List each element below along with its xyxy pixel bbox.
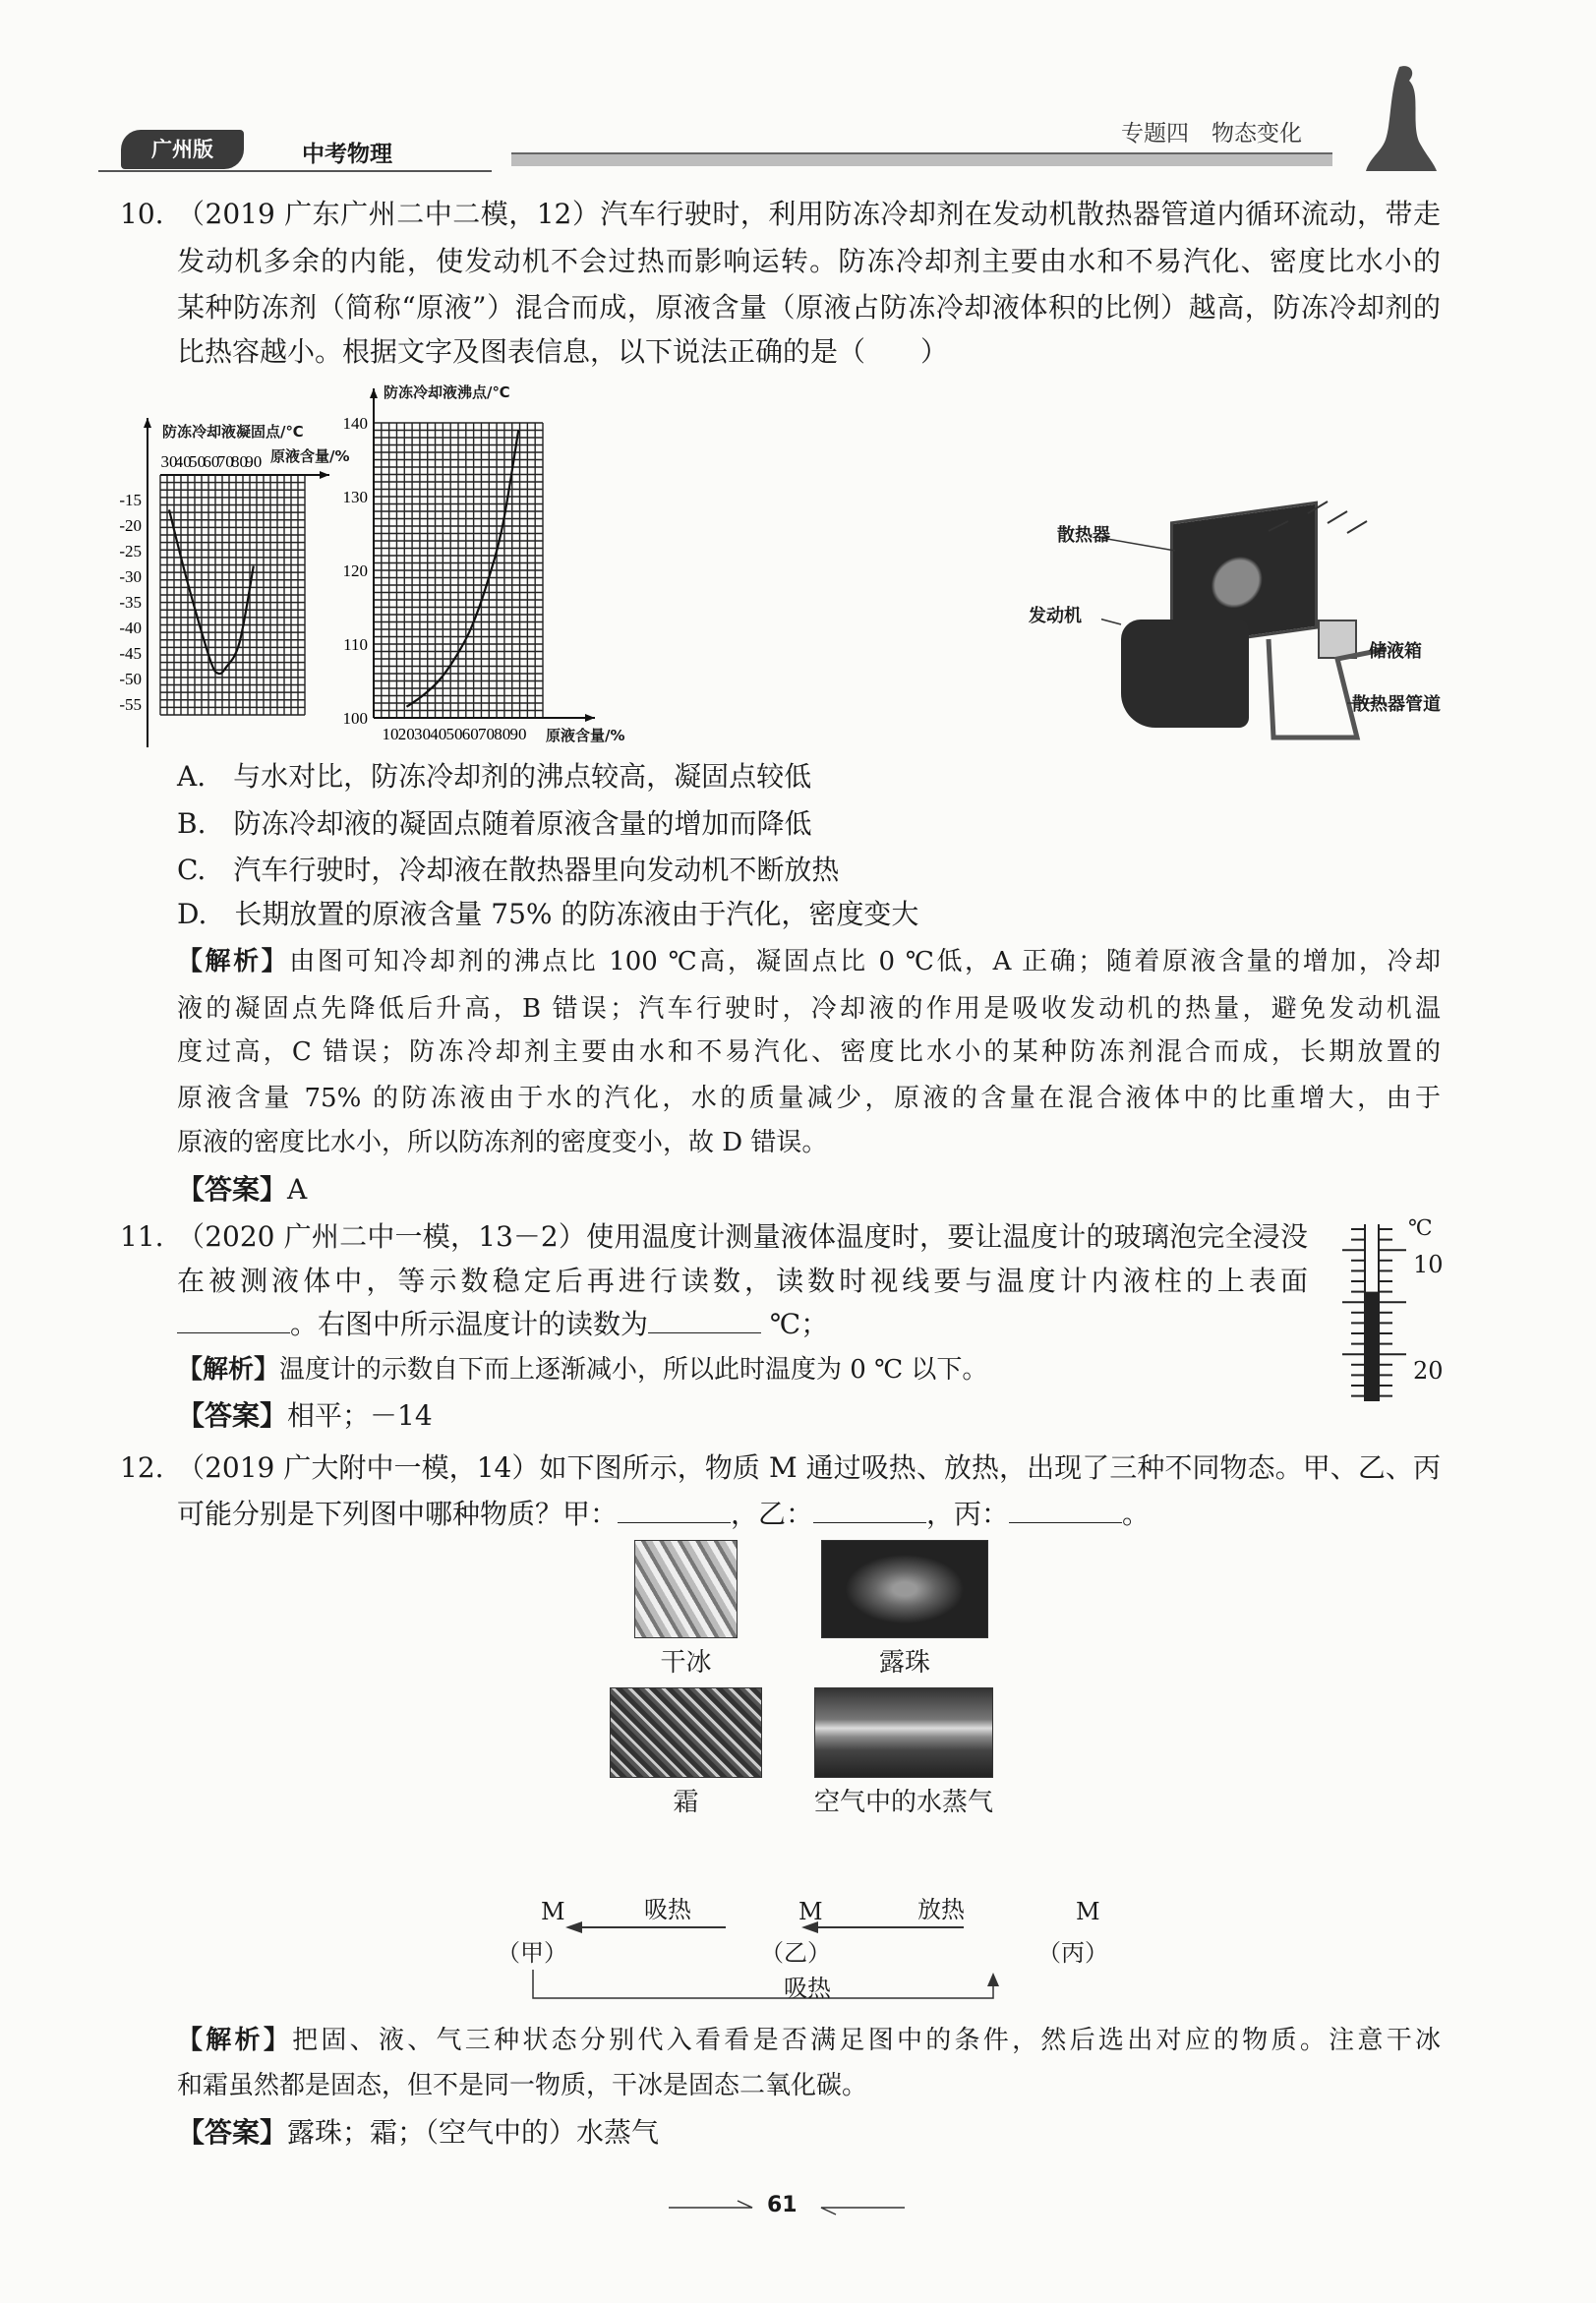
y-tick-label: 100 <box>342 709 368 728</box>
dew-photo <box>821 1540 988 1638</box>
thermo-tick-10: 10 <box>1413 1251 1444 1278</box>
question-number: 12. <box>120 1451 164 1484</box>
analysis-line: 和霜虽然都是固态，但不是同一物质，干冰是固态二氧化碳。 <box>177 2071 868 2100</box>
state-jia: （甲） <box>497 1939 567 1967</box>
chart2-ylabel: 防冻冷却液沸点/℃ <box>384 384 510 401</box>
frost-photo <box>610 1687 762 1778</box>
question-text: 在被测液体中，等示数稳定后再进行读数，读数时视线要与温度计内液柱的上表面 <box>177 1265 1308 1297</box>
thermo-tick-20: 20 <box>1413 1357 1444 1385</box>
photo-caption: 空气中的水蒸气 <box>813 1788 993 1817</box>
x-tick-label: 50 <box>445 725 463 743</box>
analysis-text <box>177 2021 1441 2060</box>
data-curve <box>407 431 519 707</box>
header-band <box>511 152 1332 166</box>
x-axis-arrow <box>585 714 595 722</box>
y-tick-label: 120 <box>342 561 368 580</box>
answer-value: A <box>287 1173 308 1206</box>
x-tick-label: 40 <box>174 452 192 471</box>
charts-figure <box>0 374 983 747</box>
book-title: 中考物理 <box>302 142 392 167</box>
chart2-xlabel: 原液含量/% <box>546 727 625 744</box>
question-text: （2019 广东广州二中二模，12）汽车行驶时，利用防冻冷却剂在发动机散热器管道内循环流动，带走 <box>177 198 1441 230</box>
engine-label: 发动机 <box>1029 606 1082 626</box>
option-c: C. 汽车行驶时，冷却液在散热器里向发动机不断放热 <box>177 854 840 886</box>
y-tick-label: -50 <box>119 670 142 688</box>
analysis-tag: 【解析】 <box>177 947 290 976</box>
question-number: 10. <box>120 198 164 230</box>
answer <box>177 1396 1441 1436</box>
thermo-liquid-column <box>1366 1292 1378 1401</box>
x-tick-label: 90 <box>509 725 527 743</box>
x-tick-label: 30 <box>414 725 431 743</box>
answer-blank[interactable] <box>648 1306 761 1333</box>
question-text <box>177 1495 1441 1534</box>
option-d: D. 长期放置的原液含量 75% 的防冻液由于汽化，密度变大 <box>177 898 919 930</box>
m-bing: M <box>1076 1898 1100 1925</box>
question-text: 发动机多余的内能，使发动机不会过热而影响运转。防冻冷却剂主要由水和不易汽化、密度比水小的 <box>177 245 1441 277</box>
page-number: 61 <box>767 2193 798 2217</box>
question-text: ，丙： <box>926 1498 1010 1530</box>
y-tick-label: -55 <box>119 695 142 714</box>
y-axis-arrow <box>144 418 151 428</box>
answer-tag: 【答案】 <box>177 1399 288 1432</box>
y-tick-label: -25 <box>119 542 142 561</box>
question-number: 11. <box>120 1220 164 1253</box>
release-heat-label: 放热 <box>917 1896 965 1923</box>
analysis-line: 原液的密度比水小，所以防冻剂的密度变小，故 D 错误。 <box>177 1128 828 1157</box>
answer-value: 露珠；霜；（空气中的）水蒸气 <box>287 2116 660 2149</box>
analysis-tag: 【解析】 <box>177 2026 293 2055</box>
photo-caption: 霜 <box>673 1788 699 1817</box>
blank-jia[interactable] <box>618 1496 731 1523</box>
x-tick-label: 70 <box>478 725 495 743</box>
analysis-text <box>177 942 1441 981</box>
thermo-unit: ℃ <box>1408 1216 1433 1241</box>
analysis-line: 把固、液、气三种状态分别代入看看是否满足图中的条件，然后选出对应的物质。注意干冰 <box>292 2026 1441 2055</box>
y-tick-label: -35 <box>119 593 142 612</box>
answer-tag: 【答案】 <box>177 1173 288 1206</box>
question-text <box>177 1305 1308 1344</box>
header-rule <box>98 170 492 172</box>
x-tick-label: 80 <box>494 725 511 743</box>
photo-caption: 露珠 <box>878 1648 930 1678</box>
question-text: 某种防冻剂（简称“原液”）混合而成，原液含量（原液占防冻冷却液体积的比例）越高，防冻冷却剂的 <box>177 291 1441 324</box>
x-tick-label: 40 <box>430 725 447 743</box>
water-vapor-photo <box>814 1687 993 1778</box>
question-text: （2019 广大附中一模，14）如下图所示，物质 M 通过吸热、放热，出现了三种不同物态。甲、乙、丙 <box>177 1451 1441 1484</box>
blank-bing[interactable] <box>1009 1496 1122 1523</box>
y-axis-arrow <box>370 388 378 398</box>
pipe-lines <box>1101 492 1396 757</box>
y-tick-label: -20 <box>119 516 142 535</box>
answer <box>177 2113 1441 2153</box>
state-bing: （丙） <box>1037 1939 1108 1967</box>
y-tick-label: -40 <box>119 619 142 637</box>
m-jia: M <box>541 1898 565 1925</box>
m-yi: M <box>798 1898 823 1925</box>
absorb-heat-label: 吸热 <box>784 1975 831 2002</box>
analysis-line: 度过高，C 错误；防冻冷却剂主要由水和不易汽化、密度比水小的某种防冻剂混合而成，长期放置的 <box>177 1037 1441 1067</box>
absorb-heat-label: 吸热 <box>644 1896 691 1923</box>
question-text: ，乙： <box>731 1498 814 1530</box>
question-text: 比热容越小。根据文字及图表信息，以下说法正确的是（ ） <box>177 335 949 368</box>
x-tick-label: 70 <box>216 452 234 471</box>
x-tick-label: 10 <box>382 725 399 743</box>
question-text: 可能分别是下列图中哪种物质？甲： <box>177 1498 619 1530</box>
x-tick-label: 60 <box>203 452 220 471</box>
y-tick-label: 130 <box>342 488 368 506</box>
x-tick-label: 90 <box>245 452 263 471</box>
answer-value: 相平；－14 <box>287 1399 433 1432</box>
analysis-line: 由图可知冷却剂的沸点比 100 ℃高，凝固点比 0 ℃低，A 正确；随着原液含量的增加，冷却 <box>289 947 1441 976</box>
chart1-xlabel: 原液含量/% <box>270 447 350 465</box>
analysis-line: 液的凝固点先降低后升高，B 错误；汽车行驶时，冷却液的作用是吸收发动机的热量，避免发动机温 <box>177 994 1441 1024</box>
analysis-text <box>177 1350 1441 1389</box>
y-tick-label: -30 <box>119 567 142 586</box>
tank-label: 储液箱 <box>1369 641 1422 662</box>
x-tick-label: 30 <box>160 452 178 471</box>
analysis-tag: 【解析】 <box>177 1355 280 1385</box>
y-tick-label: -45 <box>119 644 142 663</box>
option-b: B. 防冻冷却液的凝固点随着原液含量的增加而降低 <box>177 807 812 840</box>
state-yi: （乙） <box>760 1939 831 1967</box>
y-tick-label: -15 <box>119 491 142 509</box>
question-text: ℃； <box>761 1308 829 1340</box>
analysis-line: 原液含量 75% 的防冻液由于水的汽化，水的质量减少，原液的含量在混合液体中的比重增大，由于 <box>177 1084 1441 1113</box>
answer-tag: 【答案】 <box>177 2116 288 2149</box>
chart1-ylabel: 防冻冷却液凝固点/℃ <box>162 423 304 441</box>
option-a: A. 与水对比，防冻冷却剂的沸点较高，凝固点较低 <box>177 760 812 793</box>
question-text: 。右图中所示温度计的读数为 <box>290 1308 649 1340</box>
x-tick-label: 50 <box>189 452 207 471</box>
x-tick-label: 20 <box>397 725 415 743</box>
blank-yi[interactable] <box>813 1496 926 1523</box>
radiator-label: 散热器 <box>1057 525 1110 546</box>
question-text: （2020 广州二中一模，13－2）使用温度计测量液体温度时，要让温度计的玻璃泡完全浸没 <box>177 1220 1308 1253</box>
x-axis-arrow <box>320 471 329 479</box>
photo-caption: 干冰 <box>660 1648 712 1678</box>
dry-ice-photo <box>634 1540 738 1638</box>
y-tick-label: 110 <box>343 635 368 654</box>
edition-badge: 广州版 <box>121 130 244 169</box>
x-tick-label: 60 <box>461 725 479 743</box>
question-text: 。 <box>1122 1498 1151 1530</box>
pipe-label: 散热器管道 <box>1352 694 1441 715</box>
answer <box>177 1170 1441 1210</box>
topic-title: 专题四 物态变化 <box>1121 121 1302 147</box>
x-tick-label: 80 <box>231 452 248 471</box>
statue-logo <box>1362 63 1441 173</box>
answer-blank[interactable] <box>177 1306 290 1333</box>
analysis-line: 温度计的示数自下而上逐渐减小，所以此时温度为 0 ℃ 以下。 <box>279 1355 988 1385</box>
y-tick-label: 140 <box>342 414 368 433</box>
